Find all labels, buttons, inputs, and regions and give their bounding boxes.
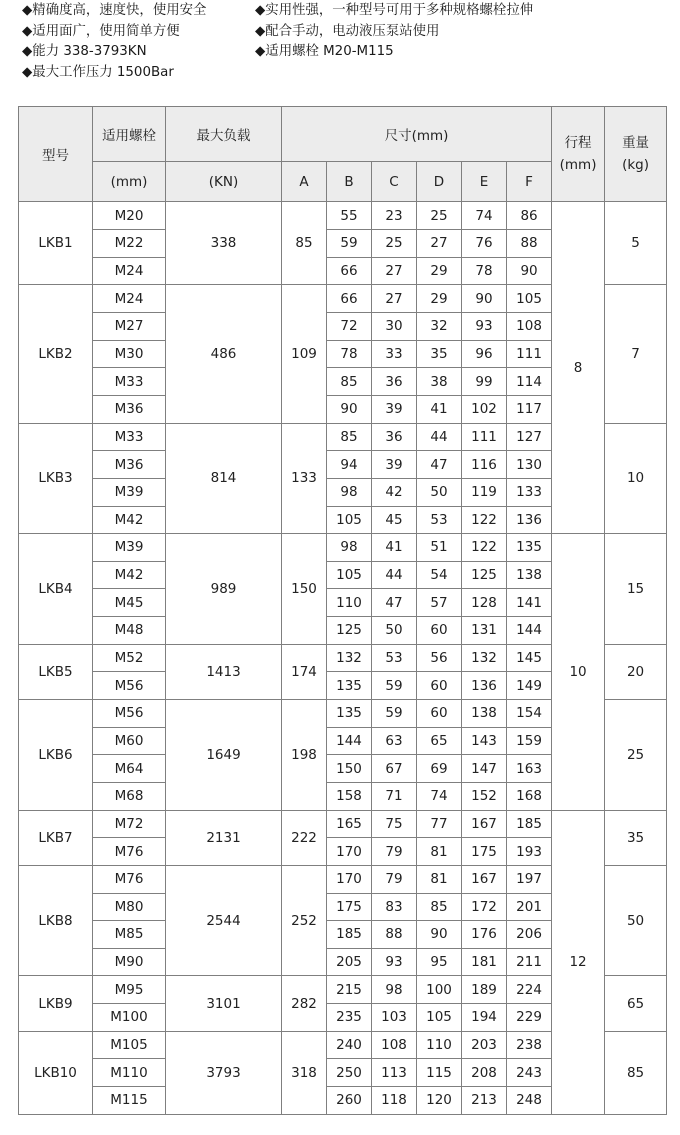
dim-c-cell: 83 (372, 893, 417, 921)
dim-e-cell: 122 (462, 506, 507, 534)
model-cell: LKB8 (19, 865, 93, 976)
dim-c-cell: 59 (372, 700, 417, 728)
model-cell: LKB6 (19, 700, 93, 811)
dim-e-cell: 167 (462, 810, 507, 838)
bolt-cell: M42 (93, 561, 166, 589)
dim-e-cell: 99 (462, 368, 507, 396)
bolt-cell: M76 (93, 838, 166, 866)
bolt-cell: M48 (93, 617, 166, 645)
dim-b-cell: 72 (327, 313, 372, 341)
dim-e-cell: 122 (462, 534, 507, 562)
feature-item: ◆实用性强，一种型号可用于多种规格螺栓拉伸 (255, 3, 534, 18)
header-load-unit: (KN) (166, 161, 282, 202)
dim-e-cell: 143 (462, 727, 507, 755)
dim-f-cell: 229 (507, 1004, 552, 1032)
dim-d-cell: 47 (417, 451, 462, 479)
dim-b-cell: 94 (327, 451, 372, 479)
dim-b-cell: 135 (327, 672, 372, 700)
dim-d-cell: 81 (417, 838, 462, 866)
dim-c-cell: 33 (372, 340, 417, 368)
dim-d-cell: 81 (417, 865, 462, 893)
dim-c-cell: 27 (372, 285, 417, 313)
header-weight-label: 重量 (622, 135, 650, 152)
feature-list (22, 1, 672, 82)
load-cell: 814 (166, 423, 282, 534)
dim-f-cell: 197 (507, 865, 552, 893)
dim-d-cell: 32 (417, 313, 462, 341)
dim-b-cell: 205 (327, 948, 372, 976)
dim-e-cell: 76 (462, 230, 507, 258)
load-cell: 2131 (166, 810, 282, 865)
dim-f-cell: 117 (507, 395, 552, 423)
dim-c-cell: 36 (372, 368, 417, 396)
dim-d-cell: 74 (417, 782, 462, 810)
dim-c-cell: 23 (372, 202, 417, 230)
dim-b-cell: 150 (327, 755, 372, 783)
model-cell: LKB7 (19, 810, 93, 865)
dim-e-cell: 181 (462, 948, 507, 976)
dim-d-cell: 69 (417, 755, 462, 783)
dim-b-cell: 105 (327, 561, 372, 589)
dim-d-cell: 50 (417, 478, 462, 506)
dim-a-cell: 222 (282, 810, 327, 865)
dim-f-cell: 193 (507, 838, 552, 866)
dim-b-cell: 185 (327, 921, 372, 949)
dim-d-cell: 60 (417, 700, 462, 728)
header-bolt-unit: (mm) (93, 161, 166, 202)
dim-e-cell: 172 (462, 893, 507, 921)
dim-c-cell: 50 (372, 617, 417, 645)
load-cell: 1649 (166, 700, 282, 811)
dim-a-cell: 109 (282, 285, 327, 423)
bolt-cell: M80 (93, 893, 166, 921)
dim-e-cell: 119 (462, 478, 507, 506)
dim-a-cell: 198 (282, 700, 327, 811)
dim-e-cell: 203 (462, 1031, 507, 1059)
dim-f-cell: 149 (507, 672, 552, 700)
dim-e-cell: 102 (462, 395, 507, 423)
bolt-cell: M24 (93, 285, 166, 313)
load-cell: 1413 (166, 644, 282, 699)
dim-b-cell: 85 (327, 423, 372, 451)
dim-d-cell: 29 (417, 285, 462, 313)
dim-b-cell: 66 (327, 285, 372, 313)
header-dim-e: E (462, 161, 507, 202)
header-dim-d: D (417, 161, 462, 202)
dim-e-cell: 167 (462, 865, 507, 893)
weight-cell: 15 (605, 534, 667, 645)
feature-item: ◆能力 338-3793KN (22, 44, 147, 59)
dim-d-cell: 85 (417, 893, 462, 921)
header-stroke-label: 行程 (564, 135, 592, 152)
weight-cell: 7 (605, 285, 667, 423)
dim-b-cell: 165 (327, 810, 372, 838)
dim-f-cell: 154 (507, 700, 552, 728)
load-cell: 338 (166, 202, 282, 285)
bolt-cell: M95 (93, 976, 166, 1004)
dim-d-cell: 120 (417, 1086, 462, 1114)
load-cell: 3101 (166, 976, 282, 1031)
dim-b-cell: 90 (327, 395, 372, 423)
dim-d-cell: 27 (417, 230, 462, 258)
stroke-cell: 12 (552, 810, 605, 1114)
dim-c-cell: 45 (372, 506, 417, 534)
bolt-cell: M100 (93, 1004, 166, 1032)
dim-d-cell: 54 (417, 561, 462, 589)
dim-f-cell: 135 (507, 534, 552, 562)
dim-d-cell: 53 (417, 506, 462, 534)
dim-f-cell: 111 (507, 340, 552, 368)
dim-f-cell: 211 (507, 948, 552, 976)
bolt-cell: M68 (93, 782, 166, 810)
feature-item: ◆适用面广，使用简单方便 (22, 23, 180, 39)
dim-c-cell: 36 (372, 423, 417, 451)
model-cell: LKB10 (19, 1031, 93, 1114)
dim-e-cell: 138 (462, 700, 507, 728)
dim-c-cell: 39 (372, 451, 417, 479)
bolt-cell: M27 (93, 313, 166, 341)
weight-cell: 35 (605, 810, 667, 865)
bolt-cell: M76 (93, 865, 166, 893)
dim-c-cell: 79 (372, 865, 417, 893)
load-cell: 2544 (166, 865, 282, 976)
bolt-cell: M20 (93, 202, 166, 230)
dim-c-cell: 118 (372, 1086, 417, 1114)
bolt-cell: M110 (93, 1059, 166, 1087)
bolt-cell: M45 (93, 589, 166, 617)
dim-b-cell: 135 (327, 700, 372, 728)
dim-c-cell: 71 (372, 782, 417, 810)
dim-e-cell: 213 (462, 1086, 507, 1114)
dim-e-cell: 74 (462, 202, 507, 230)
model-cell: LKB1 (19, 202, 93, 285)
dim-d-cell: 41 (417, 395, 462, 423)
dim-e-cell: 78 (462, 257, 507, 285)
dim-d-cell: 115 (417, 1059, 462, 1087)
dim-e-cell: 96 (462, 340, 507, 368)
dim-a-cell: 174 (282, 644, 327, 699)
dim-d-cell: 105 (417, 1004, 462, 1032)
model-cell: LKB9 (19, 976, 93, 1031)
dim-d-cell: 90 (417, 921, 462, 949)
dim-e-cell: 90 (462, 285, 507, 313)
dim-d-cell: 51 (417, 534, 462, 562)
bolt-cell: M56 (93, 700, 166, 728)
dim-f-cell: 201 (507, 893, 552, 921)
feature-item: ◆最大工作压力 1500Bar (22, 64, 174, 80)
bolt-cell: M90 (93, 948, 166, 976)
spec-table (18, 106, 667, 1115)
dim-b-cell: 66 (327, 257, 372, 285)
header-weight (605, 107, 667, 202)
dim-c-cell: 75 (372, 810, 417, 838)
header-dim-c: C (372, 161, 417, 202)
header-dim-b: B (327, 161, 372, 202)
dim-d-cell: 56 (417, 644, 462, 672)
dim-f-cell: 127 (507, 423, 552, 451)
dim-b-cell: 85 (327, 368, 372, 396)
dim-c-cell: 27 (372, 257, 417, 285)
weight-cell: 50 (605, 865, 667, 976)
dim-b-cell: 240 (327, 1031, 372, 1059)
dim-e-cell: 116 (462, 451, 507, 479)
dim-c-cell: 88 (372, 921, 417, 949)
dim-b-cell: 215 (327, 976, 372, 1004)
dim-d-cell: 60 (417, 672, 462, 700)
dim-c-cell: 67 (372, 755, 417, 783)
bolt-cell: M39 (93, 478, 166, 506)
load-cell: 3793 (166, 1031, 282, 1114)
dim-b-cell: 78 (327, 340, 372, 368)
dim-c-cell: 59 (372, 672, 417, 700)
dim-b-cell: 110 (327, 589, 372, 617)
bolt-cell: M56 (93, 672, 166, 700)
weight-cell: 10 (605, 423, 667, 534)
bolt-cell: M42 (93, 506, 166, 534)
model-cell: LKB3 (19, 423, 93, 534)
dim-c-cell: 103 (372, 1004, 417, 1032)
dim-a-cell: 282 (282, 976, 327, 1031)
dim-a-cell: 150 (282, 534, 327, 645)
dim-d-cell: 65 (417, 727, 462, 755)
dim-d-cell: 95 (417, 948, 462, 976)
dim-e-cell: 128 (462, 589, 507, 617)
bolt-cell: M105 (93, 1031, 166, 1059)
dim-f-cell: 163 (507, 755, 552, 783)
dim-d-cell: 35 (417, 340, 462, 368)
dim-f-cell: 185 (507, 810, 552, 838)
dim-f-cell: 248 (507, 1086, 552, 1114)
dim-b-cell: 170 (327, 865, 372, 893)
dim-f-cell: 144 (507, 617, 552, 645)
feature-item: ◆精确度高，速度快，使用安全 (22, 3, 207, 18)
dim-a-cell: 85 (282, 202, 327, 285)
dim-d-cell: 57 (417, 589, 462, 617)
dim-a-cell: 133 (282, 423, 327, 534)
dim-c-cell: 25 (372, 230, 417, 258)
dim-d-cell: 44 (417, 423, 462, 451)
dim-d-cell: 77 (417, 810, 462, 838)
dim-b-cell: 158 (327, 782, 372, 810)
dim-e-cell: 189 (462, 976, 507, 1004)
dim-b-cell: 144 (327, 727, 372, 755)
dim-b-cell: 105 (327, 506, 372, 534)
dim-b-cell: 55 (327, 202, 372, 230)
bolt-cell: M85 (93, 921, 166, 949)
stroke-cell: 10 (552, 534, 605, 810)
dim-d-cell: 110 (417, 1031, 462, 1059)
header-stroke (552, 107, 605, 202)
weight-cell: 65 (605, 976, 667, 1031)
dim-a-cell: 252 (282, 865, 327, 976)
bolt-cell: M64 (93, 755, 166, 783)
model-cell: LKB5 (19, 644, 93, 699)
dim-c-cell: 93 (372, 948, 417, 976)
dim-b-cell: 170 (327, 838, 372, 866)
dim-f-cell: 243 (507, 1059, 552, 1087)
dim-e-cell: 93 (462, 313, 507, 341)
load-cell: 486 (166, 285, 282, 423)
model-cell: LKB4 (19, 534, 93, 645)
bolt-cell: M36 (93, 451, 166, 479)
dim-d-cell: 60 (417, 617, 462, 645)
dim-c-cell: 44 (372, 561, 417, 589)
bolt-cell: M72 (93, 810, 166, 838)
dim-e-cell: 152 (462, 782, 507, 810)
dim-f-cell: 114 (507, 368, 552, 396)
header-stroke-unit: (mm) (559, 157, 597, 174)
table-row (19, 534, 667, 562)
dim-e-cell: 175 (462, 838, 507, 866)
dim-e-cell: 194 (462, 1004, 507, 1032)
dim-f-cell: 90 (507, 257, 552, 285)
header-load: 最大负载 (166, 107, 282, 162)
header-bolt: 适用螺栓 (93, 107, 166, 162)
dim-c-cell: 30 (372, 313, 417, 341)
header-model: 型号 (19, 107, 93, 202)
dim-b-cell: 132 (327, 644, 372, 672)
dim-d-cell: 100 (417, 976, 462, 1004)
dim-f-cell: 145 (507, 644, 552, 672)
dim-f-cell: 141 (507, 589, 552, 617)
bolt-cell: M115 (93, 1086, 166, 1114)
dim-b-cell: 125 (327, 617, 372, 645)
dim-f-cell: 105 (507, 285, 552, 313)
dim-f-cell: 238 (507, 1031, 552, 1059)
dim-e-cell: 111 (462, 423, 507, 451)
bolt-cell: M36 (93, 395, 166, 423)
dim-c-cell: 79 (372, 838, 417, 866)
dim-b-cell: 260 (327, 1086, 372, 1114)
dim-e-cell: 208 (462, 1059, 507, 1087)
bolt-cell: M24 (93, 257, 166, 285)
dim-b-cell: 98 (327, 478, 372, 506)
dim-a-cell: 318 (282, 1031, 327, 1114)
header-dims: 尺寸(mm) (282, 107, 552, 162)
dim-b-cell: 59 (327, 230, 372, 258)
bolt-cell: M30 (93, 340, 166, 368)
weight-cell: 25 (605, 700, 667, 811)
bolt-cell: M22 (93, 230, 166, 258)
dim-d-cell: 29 (417, 257, 462, 285)
dim-f-cell: 138 (507, 561, 552, 589)
weight-cell: 5 (605, 202, 667, 285)
bolt-cell: M60 (93, 727, 166, 755)
dim-f-cell: 206 (507, 921, 552, 949)
dim-c-cell: 53 (372, 644, 417, 672)
dim-d-cell: 38 (417, 368, 462, 396)
dim-c-cell: 41 (372, 534, 417, 562)
dim-c-cell: 42 (372, 478, 417, 506)
dim-e-cell: 131 (462, 617, 507, 645)
dim-e-cell: 147 (462, 755, 507, 783)
dim-f-cell: 168 (507, 782, 552, 810)
dim-f-cell: 86 (507, 202, 552, 230)
model-cell: LKB2 (19, 285, 93, 423)
load-cell: 989 (166, 534, 282, 645)
weight-cell: 85 (605, 1031, 667, 1114)
dim-c-cell: 113 (372, 1059, 417, 1087)
header-dim-f: F (507, 161, 552, 202)
header-weight-unit: (kg) (622, 157, 650, 174)
dim-e-cell: 132 (462, 644, 507, 672)
bolt-cell: M33 (93, 368, 166, 396)
feature-item: ◆配合手动，电动液压泵站使用 (255, 23, 440, 39)
dim-f-cell: 159 (507, 727, 552, 755)
dim-b-cell: 250 (327, 1059, 372, 1087)
dim-e-cell: 125 (462, 561, 507, 589)
dim-f-cell: 133 (507, 478, 552, 506)
dim-f-cell: 224 (507, 976, 552, 1004)
dim-c-cell: 47 (372, 589, 417, 617)
dim-e-cell: 136 (462, 672, 507, 700)
dim-d-cell: 25 (417, 202, 462, 230)
dim-f-cell: 88 (507, 230, 552, 258)
bolt-cell: M33 (93, 423, 166, 451)
bolt-cell: M39 (93, 534, 166, 562)
dim-c-cell: 98 (372, 976, 417, 1004)
dim-b-cell: 235 (327, 1004, 372, 1032)
bolt-cell: M52 (93, 644, 166, 672)
spec-table-body (19, 202, 667, 1115)
table-row (19, 202, 667, 230)
dim-c-cell: 39 (372, 395, 417, 423)
table-row (19, 810, 667, 838)
header-dim-a: A (282, 161, 327, 202)
dim-b-cell: 175 (327, 893, 372, 921)
dim-e-cell: 176 (462, 921, 507, 949)
stroke-cell: 8 (552, 202, 605, 534)
feature-item: ◆适用螺栓 M20-M115 (255, 44, 394, 59)
dim-f-cell: 108 (507, 313, 552, 341)
weight-cell: 20 (605, 644, 667, 699)
dim-f-cell: 130 (507, 451, 552, 479)
dim-f-cell: 136 (507, 506, 552, 534)
dim-c-cell: 63 (372, 727, 417, 755)
header-row (19, 107, 667, 162)
dim-b-cell: 98 (327, 534, 372, 562)
dim-c-cell: 108 (372, 1031, 417, 1059)
